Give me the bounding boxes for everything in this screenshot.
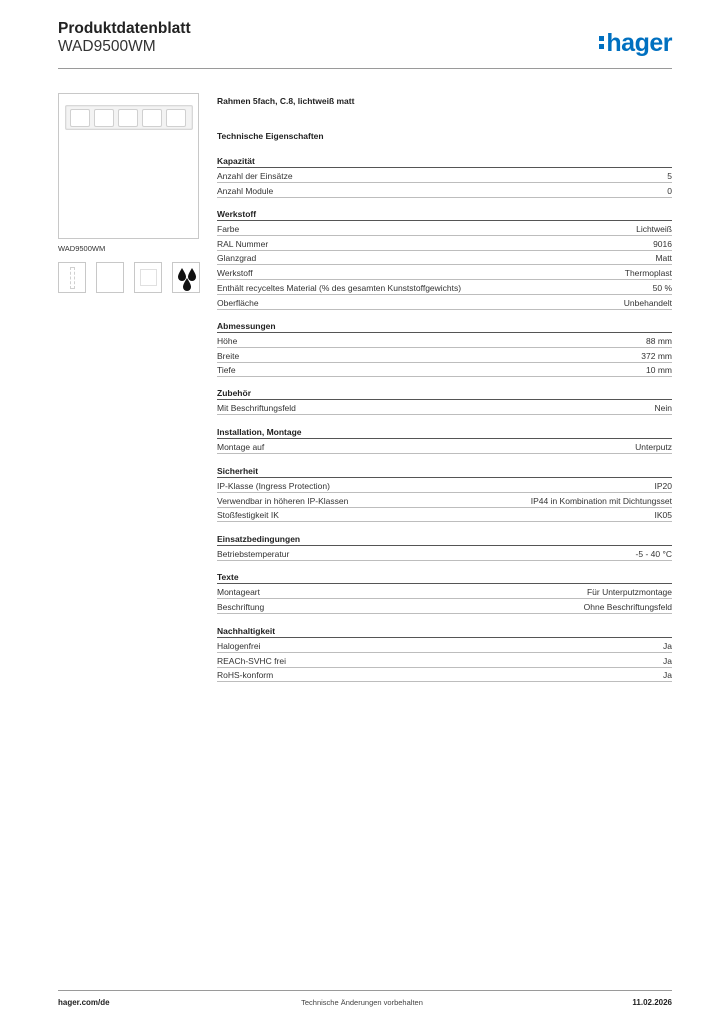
spec-value: Ja bbox=[663, 655, 672, 666]
spec-row bbox=[217, 400, 672, 415]
page-header bbox=[58, 20, 672, 70]
spec-value: 5 bbox=[667, 170, 672, 181]
section-title: Installation, Montage bbox=[217, 427, 672, 439]
spec-value: IK05 bbox=[654, 510, 672, 521]
spec-label: Anzahl der Einsätze bbox=[217, 170, 293, 181]
spec-section bbox=[217, 534, 672, 561]
section-title: Texte bbox=[217, 572, 672, 584]
spec-label: Betriebstemperatur bbox=[217, 548, 290, 559]
spec-row bbox=[217, 653, 672, 668]
switch-icon[interactable] bbox=[58, 262, 86, 293]
logo-dots-icon bbox=[599, 36, 605, 52]
spec-row bbox=[217, 168, 672, 183]
spec-label: Oberfläche bbox=[217, 297, 259, 308]
spec-label: Enthält recyceltes Material (% des gesamten Kunststoffgewichts) bbox=[217, 282, 462, 293]
spec-row bbox=[217, 546, 672, 561]
spec-label: Mit Beschriftungsfeld bbox=[217, 402, 296, 413]
spec-value: 50 % bbox=[652, 282, 672, 293]
spec-section bbox=[217, 321, 672, 377]
footer-website[interactable]: hager.com/de bbox=[58, 998, 110, 1007]
footer-disclaimer: Technische Änderungen vorbehalten bbox=[301, 998, 423, 1007]
spec-section bbox=[217, 572, 672, 614]
spec-value: Ohne Beschriftungsfeld bbox=[583, 601, 672, 612]
spec-section bbox=[217, 466, 672, 522]
section-title: Nachhaltigkeit bbox=[217, 626, 672, 638]
frame-1x-icon[interactable] bbox=[96, 262, 124, 293]
tech-properties-heading: Technische Eigenschaften bbox=[217, 131, 324, 141]
spec-label: Anzahl Module bbox=[217, 185, 274, 196]
spec-value: 372 mm bbox=[641, 350, 672, 361]
spec-row bbox=[217, 668, 672, 683]
spec-section bbox=[217, 209, 672, 310]
hager-logo: hager bbox=[599, 29, 672, 58]
spec-row bbox=[217, 183, 672, 198]
spec-label: RoHS-konform bbox=[217, 670, 274, 681]
spec-section bbox=[217, 388, 672, 415]
spec-row bbox=[217, 493, 672, 508]
spec-label: Beschriftung bbox=[217, 601, 265, 612]
section-title: Einsatzbedingungen bbox=[217, 534, 672, 546]
spec-row bbox=[217, 265, 672, 280]
spec-value: 0 bbox=[667, 185, 672, 196]
spec-value: Lichtweiß bbox=[636, 223, 672, 234]
spec-row bbox=[217, 333, 672, 348]
spec-row bbox=[217, 280, 672, 295]
image-caption: WAD9500WM bbox=[58, 244, 106, 253]
spec-row bbox=[217, 478, 672, 493]
spec-row bbox=[217, 508, 672, 523]
spec-value: Ja bbox=[663, 670, 672, 681]
section-title: Kapazität bbox=[217, 156, 672, 168]
spec-value: Ja bbox=[663, 640, 672, 651]
spec-value: 88 mm bbox=[646, 335, 672, 346]
spec-label: Farbe bbox=[217, 223, 240, 234]
spec-row bbox=[217, 584, 672, 599]
spec-label: Montage auf bbox=[217, 441, 265, 452]
spec-label: IP-Klasse (Ingress Protection) bbox=[217, 480, 330, 491]
header-divider bbox=[58, 68, 672, 69]
section-title: Sicherheit bbox=[217, 466, 672, 478]
spec-row bbox=[217, 599, 672, 614]
section-title: Abmessungen bbox=[217, 321, 672, 333]
spec-value: Nein bbox=[654, 402, 672, 413]
spec-value: Für Unterputzmontage bbox=[586, 586, 672, 597]
spec-value: Matt bbox=[655, 253, 672, 264]
spec-row bbox=[217, 363, 672, 378]
spec-label: Montageart bbox=[217, 586, 260, 597]
spec-value: 10 mm bbox=[646, 365, 672, 376]
spec-section bbox=[217, 156, 672, 198]
spec-section bbox=[217, 626, 672, 682]
spec-value: IP44 in Kombination mit Dichtungsset bbox=[530, 495, 672, 506]
spec-label: Breite bbox=[217, 350, 240, 361]
footer-divider bbox=[58, 990, 672, 991]
spec-row bbox=[217, 638, 672, 653]
spec-value: Unbehandelt bbox=[623, 297, 672, 308]
spec-label: Glanzgrad bbox=[217, 253, 257, 264]
product-name: Rahmen 5fach, C.8, lichtweiß matt bbox=[217, 96, 355, 106]
frame-5fach-illustration bbox=[65, 105, 193, 130]
spec-value: Thermoplast bbox=[624, 268, 672, 279]
spec-row bbox=[217, 221, 672, 236]
article-number: WAD9500WM bbox=[58, 38, 156, 55]
spec-label: Halogenfrei bbox=[217, 640, 261, 651]
spec-row bbox=[217, 251, 672, 266]
frame-2x-icon[interactable] bbox=[134, 262, 162, 293]
spec-value: -5 - 40 °C bbox=[635, 548, 672, 559]
water-drops-icon[interactable] bbox=[172, 262, 200, 293]
spec-label: Höhe bbox=[217, 335, 238, 346]
spec-value: 9016 bbox=[653, 238, 672, 249]
document-title: Produktdatenblatt bbox=[58, 20, 191, 37]
spec-value: Unterputz bbox=[635, 441, 672, 452]
footer-date: 11.02.2026 bbox=[632, 998, 672, 1007]
spec-row bbox=[217, 236, 672, 251]
spec-label: RAL Nummer bbox=[217, 238, 269, 249]
spec-value: IP20 bbox=[654, 480, 672, 491]
section-title: Werkstoff bbox=[217, 209, 672, 221]
spec-label: Tiefe bbox=[217, 365, 236, 376]
spec-row bbox=[217, 348, 672, 363]
spec-label: Stoßfestigkeit IK bbox=[217, 510, 279, 521]
product-image bbox=[58, 93, 199, 239]
thumbnail-strip bbox=[58, 262, 199, 293]
spec-row bbox=[217, 295, 672, 310]
spec-label: REACh-SVHC frei bbox=[217, 655, 286, 666]
spec-label: Werkstoff bbox=[217, 268, 253, 279]
section-title: Zubehör bbox=[217, 388, 672, 400]
spec-row bbox=[217, 439, 672, 454]
spec-label: Verwendbar in höheren IP-Klassen bbox=[217, 495, 349, 506]
spec-section bbox=[217, 427, 672, 454]
